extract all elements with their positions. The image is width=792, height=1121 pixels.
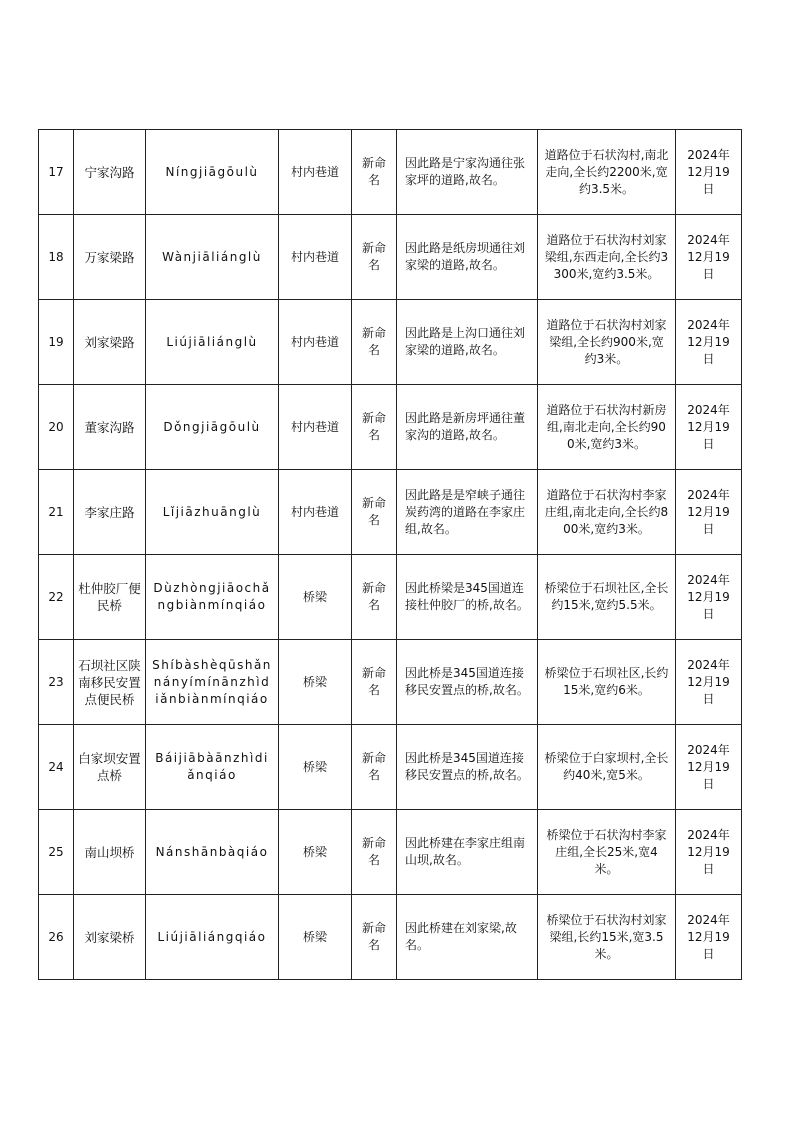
row-number-cell: 25 — [39, 810, 74, 895]
approval-date-cell: 2024年12月19日 — [676, 640, 742, 725]
place-category-cell: 村内巷道 — [279, 215, 352, 300]
table-row — [39, 470, 742, 555]
table-row — [39, 555, 742, 640]
location-description-cell: 桥梁位于白家坝村,全长约40米,宽5米。 — [538, 725, 676, 810]
location-description-cell: 桥梁位于石状沟村李家庄组,全长25米,宽4米。 — [538, 810, 676, 895]
approval-date-cell: 2024年12月19日 — [676, 130, 742, 215]
naming-reason-cell: 因此路是宁家沟通往张家坪的道路,故名。 — [397, 130, 538, 215]
naming-reason-cell: 因此路是上沟口通往刘家梁的道路,故名。 — [397, 300, 538, 385]
naming-status-cell: 新命名 — [352, 810, 397, 895]
place-name-cell: 南山坝桥 — [74, 810, 146, 895]
place-name-cell: 董家沟路 — [74, 385, 146, 470]
naming-reason-cell: 因此桥是345国道连接移民安置点的桥,故名。 — [397, 640, 538, 725]
approval-date-cell: 2024年12月19日 — [676, 385, 742, 470]
pinyin-name-cell: Liújiāliánglù — [146, 300, 279, 385]
place-name-cell: 李家庄路 — [74, 470, 146, 555]
naming-status-cell: 新命名 — [352, 470, 397, 555]
row-number-cell: 19 — [39, 300, 74, 385]
pinyin-name-cell: Liújiāliángqiáo — [146, 895, 279, 980]
naming-status-cell: 新命名 — [352, 130, 397, 215]
approval-date-cell: 2024年12月19日 — [676, 300, 742, 385]
place-name-cell: 刘家梁桥 — [74, 895, 146, 980]
pinyin-name-cell: Wànjiāliánglù — [146, 215, 279, 300]
naming-reason-cell: 因此路是是窄峡子通往炭药湾的道路在李家庄组,故名。 — [397, 470, 538, 555]
naming-reason-cell: 因此桥建在李家庄组南山坝,故名。 — [397, 810, 538, 895]
place-category-cell: 村内巷道 — [279, 385, 352, 470]
table-row — [39, 895, 742, 980]
location-description-cell: 桥梁位于石坝社区,全长约15米,宽约5.5米。 — [538, 555, 676, 640]
place-name-cell: 石坝社区陕南移民安置点便民桥 — [74, 640, 146, 725]
pinyin-name-cell: Shíbàshèqūshǎnnányímínānzhìdiǎnbiànmínqiáo — [146, 640, 279, 725]
approval-date-cell: 2024年12月19日 — [676, 470, 742, 555]
place-category-cell: 桥梁 — [279, 555, 352, 640]
naming-status-cell: 新命名 — [352, 385, 397, 470]
naming-reason-cell: 因此桥梁是345国道连接杜仲胶厂的桥,故名。 — [397, 555, 538, 640]
row-number-cell: 21 — [39, 470, 74, 555]
approval-date-cell: 2024年12月19日 — [676, 810, 742, 895]
naming-status-cell: 新命名 — [352, 725, 397, 810]
row-number-cell: 17 — [39, 130, 74, 215]
location-description-cell: 道路位于石状沟村新房组,南北走向,全长约900米,宽约3米。 — [538, 385, 676, 470]
place-category-cell: 桥梁 — [279, 640, 352, 725]
location-description-cell: 桥梁位于石坝社区,长约15米,宽约6米。 — [538, 640, 676, 725]
row-number-cell: 24 — [39, 725, 74, 810]
pinyin-name-cell: Báijiābàānzhìdiǎnqiáo — [146, 725, 279, 810]
place-category-cell: 村内巷道 — [279, 470, 352, 555]
approval-date-cell: 2024年12月19日 — [676, 895, 742, 980]
place-name-table — [38, 129, 742, 980]
location-description-cell: 道路位于石状沟村,南北走向,全长约2200米,宽约3.5米。 — [538, 130, 676, 215]
place-category-cell: 村内巷道 — [279, 300, 352, 385]
pinyin-name-cell: Lǐjiāzhuānglù — [146, 470, 279, 555]
table-row — [39, 300, 742, 385]
row-number-cell: 22 — [39, 555, 74, 640]
place-name-cell: 刘家梁路 — [74, 300, 146, 385]
row-number-cell: 23 — [39, 640, 74, 725]
table-row — [39, 215, 742, 300]
place-name-cell: 杜仲胶厂便民桥 — [74, 555, 146, 640]
naming-status-cell: 新命名 — [352, 640, 397, 725]
place-name-cell: 宁家沟路 — [74, 130, 146, 215]
pinyin-name-cell: Nánshānbàqiáo — [146, 810, 279, 895]
place-name-cell: 万家梁路 — [74, 215, 146, 300]
approval-date-cell: 2024年12月19日 — [676, 725, 742, 810]
naming-reason-cell: 因此路是纸房坝通往刘家梁的道路,故名。 — [397, 215, 538, 300]
naming-status-cell: 新命名 — [352, 895, 397, 980]
place-category-cell: 桥梁 — [279, 725, 352, 810]
location-description-cell: 道路位于石状沟村刘家梁组,全长约900米,宽约3米。 — [538, 300, 676, 385]
table-row — [39, 810, 742, 895]
row-number-cell: 20 — [39, 385, 74, 470]
place-name-cell: 白家坝安置点桥 — [74, 725, 146, 810]
naming-status-cell: 新命名 — [352, 300, 397, 385]
place-category-cell: 桥梁 — [279, 895, 352, 980]
place-category-cell: 桥梁 — [279, 810, 352, 895]
table-row — [39, 725, 742, 810]
approval-date-cell: 2024年12月19日 — [676, 215, 742, 300]
pinyin-name-cell: Dǒngjiāgōulù — [146, 385, 279, 470]
table-row — [39, 385, 742, 470]
location-description-cell: 桥梁位于石状沟村刘家梁组,长约15米,宽3.5米。 — [538, 895, 676, 980]
naming-reason-cell: 因此桥是345国道连接移民安置点的桥,故名。 — [397, 725, 538, 810]
place-category-cell: 村内巷道 — [279, 130, 352, 215]
location-description-cell: 道路位于石状沟村刘家梁组,东西走向,全长约3300米,宽约3.5米。 — [538, 215, 676, 300]
naming-reason-cell: 因此桥建在刘家梁,故名。 — [397, 895, 538, 980]
naming-status-cell: 新命名 — [352, 555, 397, 640]
pinyin-name-cell: Dùzhòngjiāochǎngbiànmínqiáo — [146, 555, 279, 640]
row-number-cell: 18 — [39, 215, 74, 300]
table-body — [39, 130, 742, 980]
approval-date-cell: 2024年12月19日 — [676, 555, 742, 640]
table-row — [39, 130, 742, 215]
pinyin-name-cell: Níngjiāgōulù — [146, 130, 279, 215]
row-number-cell: 26 — [39, 895, 74, 980]
naming-reason-cell: 因此路是新房坪通往董家沟的道路,故名。 — [397, 385, 538, 470]
location-description-cell: 道路位于石状沟村李家庄组,南北走向,全长约800米,宽约3米。 — [538, 470, 676, 555]
naming-status-cell: 新命名 — [352, 215, 397, 300]
table-row — [39, 640, 742, 725]
